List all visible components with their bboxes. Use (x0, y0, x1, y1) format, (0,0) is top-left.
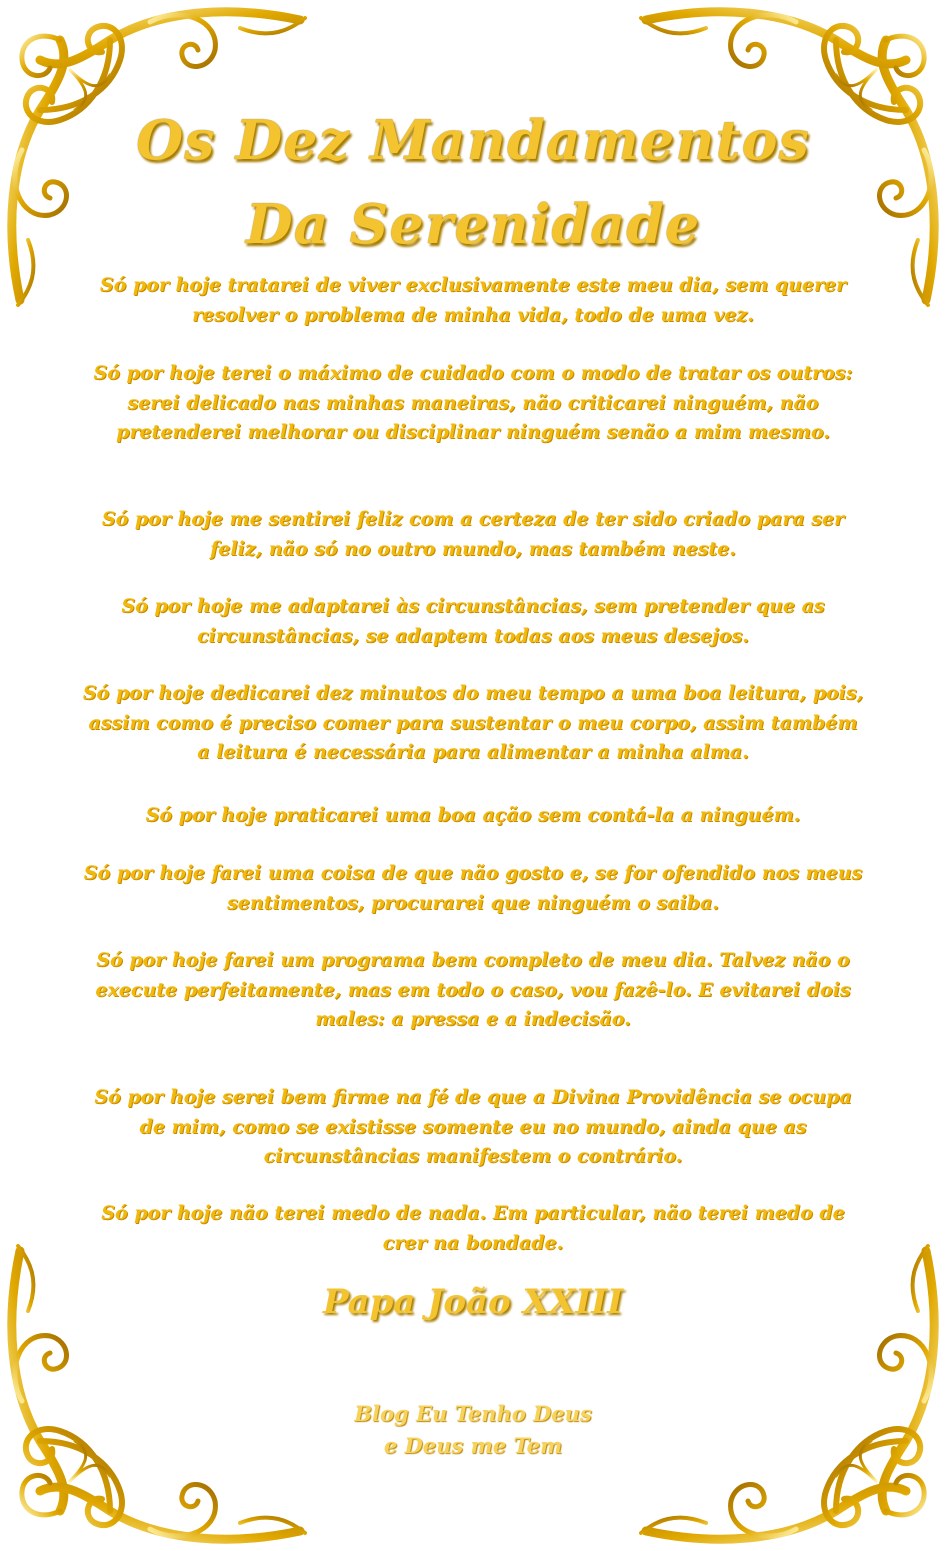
commandment-3: Só por hoje me sentirei feliz com a certeza de ter sido criado para ser feliz, não só no outro mundo, mas também neste. (101, 508, 845, 560)
flourish-ornament-icon (626, 1231, 946, 1551)
commandment-9: Só por hoje serei bem firme na fé de que a Divina Providência se ocupa de mim, como se existisse somente eu no mundo, ainda que as circunstâncias manifestem o contrário. (94, 1086, 852, 1167)
commandment-1: Só por hoje tratarei de viver exclusivamente este meu dia, sem querer resolver o problema de minha vida, todo de uma vez. (99, 274, 847, 326)
commandment-5: Só por hoje dedicarei dez minutos do meu tempo a uma boa leitura, pois, assim como é preciso comer para sustentar o meu corpo, assim também a leitura é necessária para alimentar a minha alma. (82, 682, 864, 763)
commandment-7: Só por hoje farei uma coisa de que não gosto e, se for ofendido nos meus sentimentos, procurarei que ninguém o saiba. (83, 862, 863, 914)
commandment-10: Só por hoje não terei medo de nada. Em particular, não terei medo de crer na bondade. (101, 1202, 845, 1254)
commandment-6: Só por hoje praticarei uma boa ação sem contá-la a ninguém. (145, 804, 801, 826)
blog-credit-line-1: Blog Eu Tenho Deus (354, 1401, 592, 1426)
commandment-2: Só por hoje terei o máximo de cuidado com o modo de tratar os outros: serei delicado nas minhas maneiras, não criticarei ninguém, não pretenderei melhorar ou disciplinar ninguém senão a mim mesmo. (93, 362, 853, 443)
blog-credit-line-2: e Deus me Tem (383, 1433, 563, 1458)
commandment-4: Só por hoje me adaptarei às circunstâncias, sem pretender que as circunstâncias, se adaptem todas aos meus desejos. (121, 595, 825, 647)
title-line-2: Da Serenidade (245, 192, 701, 256)
title-line-1: Os Dez Mandamentos (136, 108, 810, 172)
commandment-8: Só por hoje farei um programa bem completo de meu dia. Talvez não o execute perfeitamente, mas em todo o caso, vou fazê-lo. E evitarei dois males: a pressa e a indecisão. (95, 949, 851, 1030)
author-signature: Papa João XXIII (322, 1282, 624, 1322)
flourish-ornament-icon (0, 1231, 320, 1551)
